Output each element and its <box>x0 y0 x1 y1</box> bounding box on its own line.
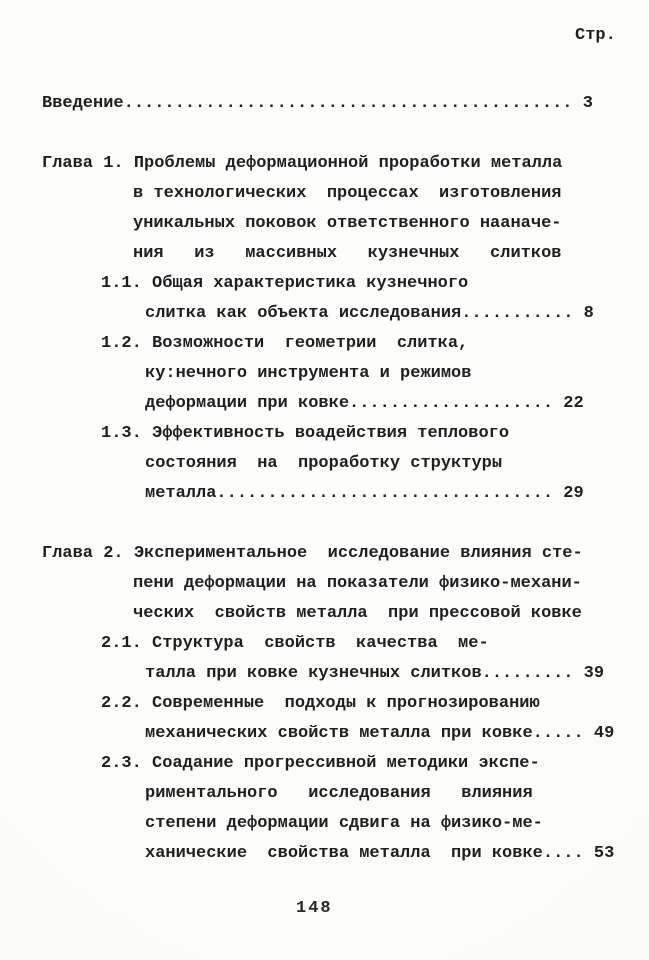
toc-line: Глава 1. Проблемы деформационной проработки металла <box>42 154 563 173</box>
footer-page-number: 148 <box>296 899 333 918</box>
toc-line: металла................................. 29 <box>145 484 584 503</box>
toc-line: талла при ковке кузнечных слитков......... 39 <box>145 664 605 683</box>
toc-line: 1.3. Эффективность воадействия теплового <box>101 424 510 443</box>
toc-line: риментального исследования влияния <box>145 784 533 803</box>
toc-line: ханические свойства металла при ковке.... 53 <box>145 844 615 863</box>
toc-line: состояния на проработку структуры <box>145 454 503 473</box>
toc-line: ческих свойств металла при прессовой ковке <box>133 604 582 623</box>
toc-line: 2.2. Современные подходы к прогнозированию <box>101 694 540 713</box>
toc-line: ния из массивных кузнечных слитков <box>133 244 562 263</box>
toc-line: деформации при ковке.................... 22 <box>145 394 584 413</box>
toc-line: Введение............................................ 3 <box>42 94 593 113</box>
toc-line: пени деформации на показатели физико-механи- <box>133 574 582 593</box>
toc-line: слитка как объекта исследования........... 8 <box>145 304 594 323</box>
toc-line: 2.1. Структура свойств качества ме- <box>101 634 489 653</box>
toc-line: уникальных поковок ответственного нааначе- <box>133 214 562 233</box>
toc-line: 2.3. Соадание прогрессивной методики экспе- <box>101 754 540 773</box>
page-column-header: Стр. <box>575 26 616 45</box>
toc-lines <box>0 89 649 869</box>
toc-line: Глава 2. Экспериментальное исследование влияния сте- <box>42 544 583 563</box>
toc-line: механических свойств металла при ковке..... 49 <box>145 724 615 743</box>
toc-line: 1.1. Общая характеристика кузнечного <box>101 274 469 293</box>
toc-line: в технологических процессах изготовления <box>133 184 562 203</box>
toc-line: 1.2. Возможности геометрии слитка, <box>101 334 469 353</box>
toc-line: ку:нечного инструмента и режимов <box>145 364 472 383</box>
toc-line: степени деформации сдвига на физико-ме- <box>145 814 543 833</box>
